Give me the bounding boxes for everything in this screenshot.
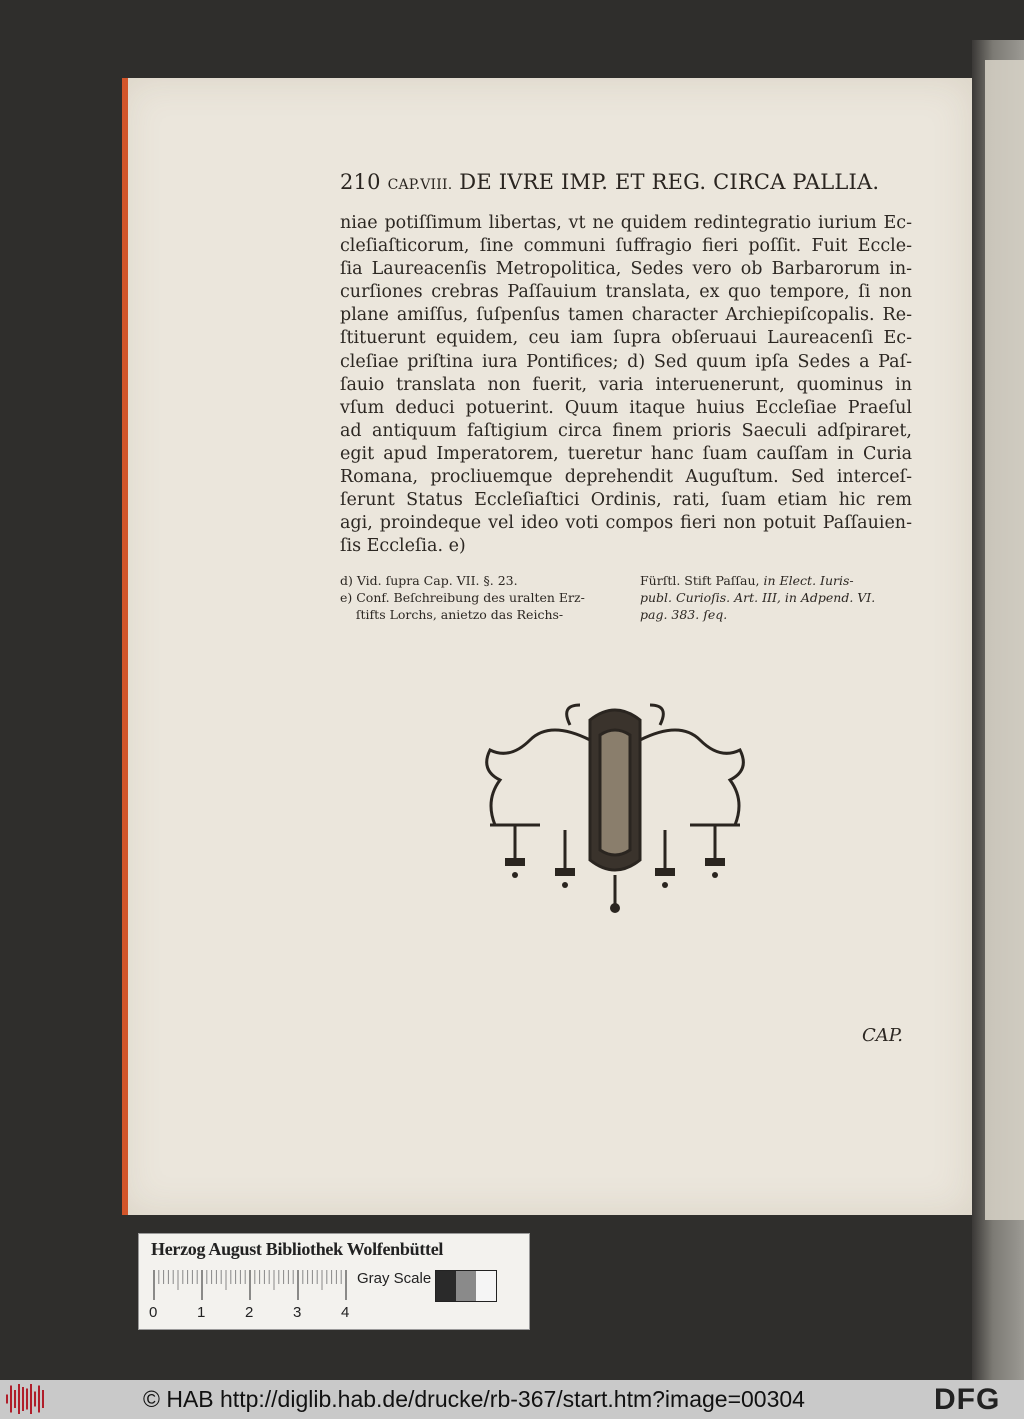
body-line: Romana, procliuemque deprehendit Auguſtum. Sed interceſ-	[340, 467, 912, 488]
body-line: ſtituerunt equidem, ceu iam ſupra obſeruaui Laureacenſi Ec-	[340, 328, 912, 349]
logo-bar	[38, 1386, 40, 1413]
hab-logo-icon	[6, 1384, 46, 1415]
logo-bar	[42, 1390, 44, 1408]
footnote-line: d) Vid. ſupra Cap. VII. §. 23.	[340, 573, 518, 588]
logo-bar	[30, 1384, 32, 1414]
color-card	[138, 1233, 530, 1330]
body-line: ſia Laureacenſis Metropolitica, Sedes vero ob Barbarorum in-	[340, 259, 912, 280]
footnote-roman: Fürſtl. Stift Paſſau,	[640, 573, 764, 588]
ornament-vignette	[470, 700, 760, 915]
running-title: DE IVRE IMP. ET REG. CIRCA PALLIA.	[459, 170, 880, 194]
gray-patch-dark	[436, 1271, 456, 1301]
footnote-line	[640, 572, 875, 589]
body-line: cleſiaſticorum, ſine communi ſuffragio fieri poſſit. Fuit Eccle-	[340, 236, 912, 257]
footnotes-right	[640, 572, 875, 623]
body-text	[340, 212, 912, 558]
gray-scale-label: Gray Scale	[357, 1270, 432, 1287]
ruler-number: 0	[149, 1304, 158, 1321]
body-line: ſerunt Status Eccleſiaſtici Ordinis, rati, ſuam etiam hic rem	[340, 490, 912, 511]
footnote-italic: pag. 383. ſeq.	[640, 607, 728, 622]
ruler-number: 4	[341, 1304, 350, 1321]
running-head	[340, 170, 912, 194]
body-line: niae potiſſimum libertas, vt ne quidem redintegratio iurium Ec-	[340, 213, 912, 233]
facing-page-sliver	[985, 60, 1024, 1220]
logo-bar	[18, 1384, 20, 1414]
catchword: CAP.	[862, 1025, 903, 1046]
ruler-number: 2	[245, 1304, 254, 1321]
logo-bar	[14, 1390, 16, 1408]
logo-bar	[6, 1395, 8, 1404]
gray-patch-mid	[456, 1271, 476, 1301]
logo-bar	[26, 1389, 28, 1410]
footnote-line: ſtifts Lorchs, anietzo das Reichs-	[340, 607, 564, 622]
body-line: plane amiſſus, ſuſpenſus tamen character Archiepiſcopalis. Re-	[340, 305, 912, 326]
footnote-italic: in Elect. Iuris-	[763, 573, 854, 588]
logo-bar	[34, 1392, 36, 1407]
gray-patch-light	[476, 1271, 496, 1301]
footnote-line	[640, 589, 875, 606]
body-line: vſum deduci potuerint. Quum itaque huius Eccleſiae Praeſul	[340, 397, 912, 418]
ruler-scale	[153, 1270, 348, 1300]
body-line: ſis Eccleſia. e)	[340, 536, 466, 557]
body-line: ad antiquum faſtigium circa finem prioris Saeculi adſpiraret,	[340, 420, 912, 441]
footer-bar	[0, 1380, 1024, 1419]
footnote-line: e) Conf. Beſchreibung des uralten Erz-	[340, 590, 585, 605]
body-line: ſauio translata non fuerit, varia interuenerunt, quominus in	[340, 374, 912, 395]
ruler-number: 3	[293, 1304, 302, 1321]
chapter-label: CAP.VIII.	[387, 177, 453, 193]
logo-bar	[22, 1387, 24, 1411]
footnote-line	[640, 606, 875, 623]
page-number: 210	[340, 170, 381, 194]
page-red-edge	[122, 78, 128, 1215]
body-line: cleſiae priſtina iura Pontifices; d) Sed quum ipſa Sedes a Paſ-	[340, 351, 912, 372]
footnote-italic: publ. Curioſis. Art. III, in Adpend. VI.	[640, 590, 876, 605]
logo-bar	[10, 1386, 12, 1413]
body-line: curſiones crebras Paſſauium translata, ex quo tempore, ſi non	[340, 282, 912, 303]
institution-name: Herzog August Bibliothek Wolfenbüttel	[151, 1239, 444, 1259]
footnotes-left	[340, 572, 585, 623]
body-line: agi, proindeque vel ideo voti compos fieri non potuit Paſſauien-	[340, 513, 912, 534]
body-line: egit apud Imperatorem, tueretur hanc ſuam cauſſam in Curia	[340, 443, 912, 464]
gray-scale-patches	[435, 1270, 497, 1302]
ruler-number: 1	[197, 1304, 206, 1321]
dfg-logo: DFG	[934, 1383, 1001, 1416]
copyright-url[interactable]: © HAB http://diglib.hab.de/drucke/rb-367/start.htm?image=00304	[143, 1386, 805, 1412]
